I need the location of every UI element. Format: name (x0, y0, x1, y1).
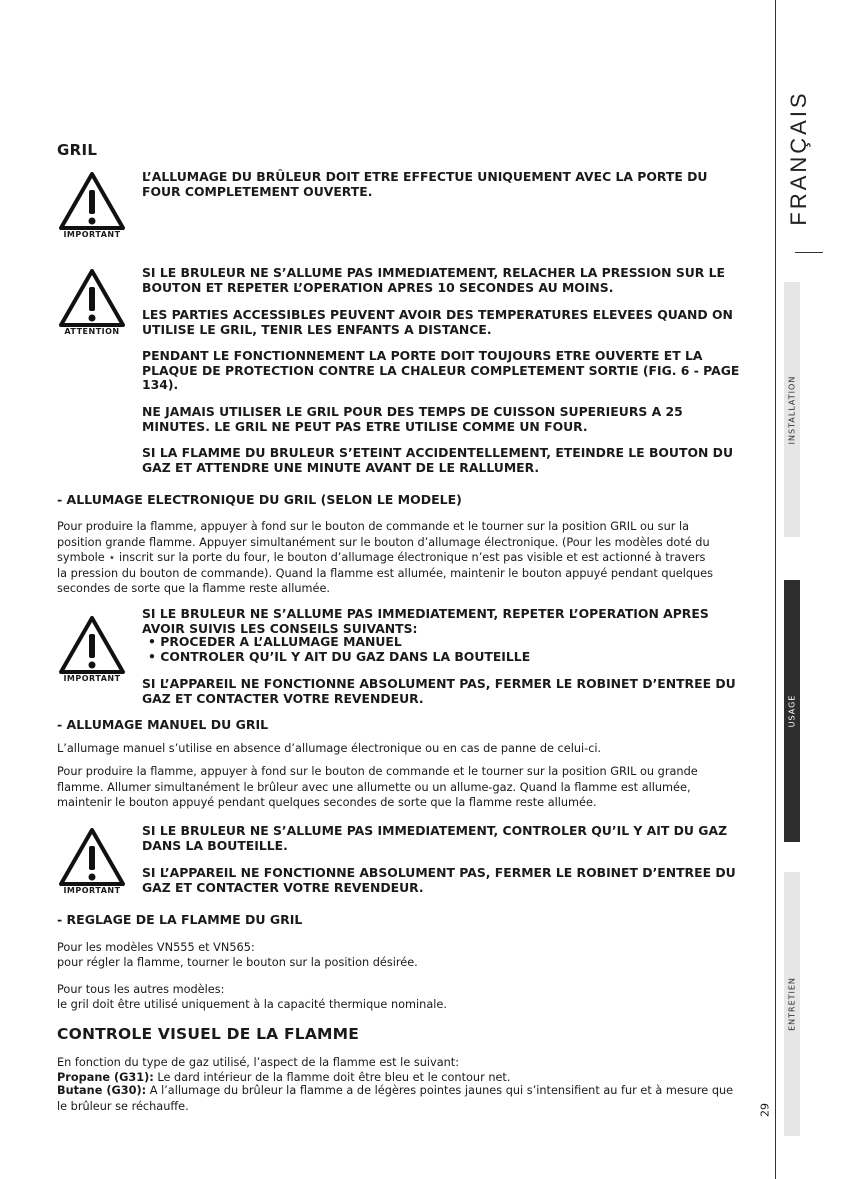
section-heading: - REGLAGE DE LA FLAMME DU GRIL (57, 912, 303, 927)
warning-text: LES PARTIES ACCESSIBLES PEUVENT AVOIR DES TEMPERATURES ELEVEES QUAND ON UTILISE LE GRIL, TENIR LES ENFANTS A DISTANCE. (142, 307, 733, 337)
page-number-wrap (755, 1098, 775, 1122)
warning-icon-caption: IMPORTANT (63, 886, 121, 895)
warning-bullet: • PROCEDER A L’ALLUMAGE MANUEL (148, 634, 402, 649)
important-warning-icon (56, 826, 128, 895)
propane-text: Le dard intérieur de la flamme doit être bleu et le contour net. (153, 1071, 511, 1084)
warning-text: SI L’APPAREIL NE FONCTIONNE ABSOLUMENT PAS, FERMER LE ROBINET D’ENTREE DU GAZ ET CONTACTER VOTRE REVENDEUR. (142, 676, 736, 706)
paragraph: le gril doit être utilisé uniquement à la capacité thermique nominale. (57, 998, 447, 1011)
page-number: 29 (758, 1103, 772, 1117)
important-warning-icon (56, 614, 128, 683)
tab-entretien[interactable] (784, 872, 800, 1136)
important-warning-icon (56, 170, 128, 239)
warning-text: L’ALLUMAGE DU BRÛLEUR DOIT ETRE EFFECTUE UNIQUEMENT AVEC LA PORTE DU FOUR COMPLETEMENT OUVERTE. (142, 169, 708, 199)
warning-text: SI LE BRULEUR NE S’ALLUME PAS IMMEDIATEMENT, REPETER L’OPERATION APRES AVOIR SUIVIS LES CONSEILS SUIVANTS: (142, 606, 709, 636)
warning-icon-caption: IMPORTANT (63, 230, 121, 239)
tab-usage[interactable] (784, 580, 800, 842)
paragraph: Pour produire la flamme, appuyer à fond sur le bouton de commande et le tourner sur la position GRIL ou grande flamme. Allumer simultanément le brûleur avec une allumette ou un allume-gaz. Quand la flamme est allumée, maintenir le bouton appuyé pendant quelques secondes de sorte que la flamme reste allumée. (57, 765, 698, 809)
paragraph: pour régler la flamme, tourner le bouton sur la position désirée. (57, 956, 418, 969)
section-heading: - ALLUMAGE MANUEL DU GRIL (57, 717, 269, 732)
warning-text: SI LE BRULEUR NE S’ALLUME PAS IMMEDIATEMENT, RELACHER LA PRESSION SUR LE BOUTON ET REPETER L’OPERATION APRES 10 SECONDES AU MOINS. (142, 265, 726, 295)
section-heading: - ALLUMAGE ELECTRONIQUE DU GRIL (SELON LE MODELE) (57, 492, 462, 507)
paragraph: L’allumage manuel s’utilise en absence d’allumage électronique ou en cas de panne de celui-ci. (57, 742, 602, 755)
warning-bullet: • CONTROLER QU’IL Y AIT DU GAZ DANS LA BOUTEILLE (148, 648, 531, 664)
butane-line (57, 1083, 737, 1114)
warning-text: NE JAMAIS UTILISER LE GRIL POUR DES TEMPS DE CUISSON SUPERIEURS A 25 MINUTES. LE GRIL NE PEUT PAS ETRE UTILISE COMME UN FOUR. (142, 404, 683, 434)
tab-entretien-label: ENTRETIEN (787, 977, 797, 1031)
paragraph: En fonction du type de gaz utilisé, l’aspect de la flamme est le suivant: (57, 1056, 460, 1069)
paragraph: Pour les modèles VN555 et VN565: (57, 941, 255, 954)
tab-usage-label: USAGE (787, 694, 797, 728)
warning-text: SI L’APPAREIL NE FONCTIONNE ABSOLUMENT PAS, FERMER LE ROBINET D’ENTREE DU GAZ ET CONTACTER VOTRE REVENDEUR. (142, 865, 736, 895)
attention-warning-icon (56, 267, 128, 336)
paragraph: Pour produire la flamme, appuyer à fond sur le bouton de commande et le tourner sur la position GRIL ou sur la position grande flamme. Appuyer simultanément sur le bouton d’allumage électronique. (Pour les modèles doté du symbole ⋆ inscrit sur la porte du four, le bouton d’allumage électronique n’est pas visible et est actionné à travers la pression du bouton de commande). Quand la flamme est allumée, maintenir le bouton appuyé pendant quelques secondes de sorte que la flamme reste allumée. (57, 520, 714, 595)
warning-bullet-list (142, 635, 742, 664)
butane-label: Butane (G30): (57, 1084, 147, 1097)
warning-icon-caption: ATTENTION (64, 327, 120, 336)
tab-installation[interactable] (784, 282, 800, 537)
butane-text: A l’allumage du brûleur la flamme a de légères pointes jaunes qui s’intensifient au fur et à mesure que le brûleur se réchauffe. (57, 1084, 734, 1113)
section-title: CONTROLE VISUEL DE LA FLAMME (57, 1025, 360, 1043)
warning-text: SI LE BRULEUR NE S’ALLUME PAS IMMEDIATEMENT, CONTROLER QU’IL Y AIT DU GAZ DANS LA BOUTEILLE. (142, 823, 728, 853)
paragraph: Pour tous les autres modèles: (57, 983, 225, 996)
warning-text: PENDANT LE FONCTIONNEMENT LA PORTE DOIT TOUJOURS ETRE OUVERTE ET LA PLAQUE DE PROTECTION CONTRE LA CHALEUR COMPLETEMENT SORTIE (FIG. 6 - PAGE 134). (142, 348, 740, 392)
tab-installation-label: INSTALLATION (787, 375, 797, 444)
warning-icon-caption: IMPORTANT (63, 674, 121, 683)
language-label-wrap (775, 60, 823, 255)
warning-text: SI LA FLAMME DU BRULEUR S’ETEINT ACCIDENTELLEMENT, ETEINDRE LE BOUTON DU GAZ ET ATTENDRE UNE MINUTE AVANT DE LE RALLUMER. (142, 445, 734, 475)
language-rule (795, 252, 823, 253)
language-label: FRANÇAIS (786, 89, 811, 226)
propane-label: Propane (G31): (57, 1071, 154, 1084)
page-title: GRIL (57, 141, 98, 159)
